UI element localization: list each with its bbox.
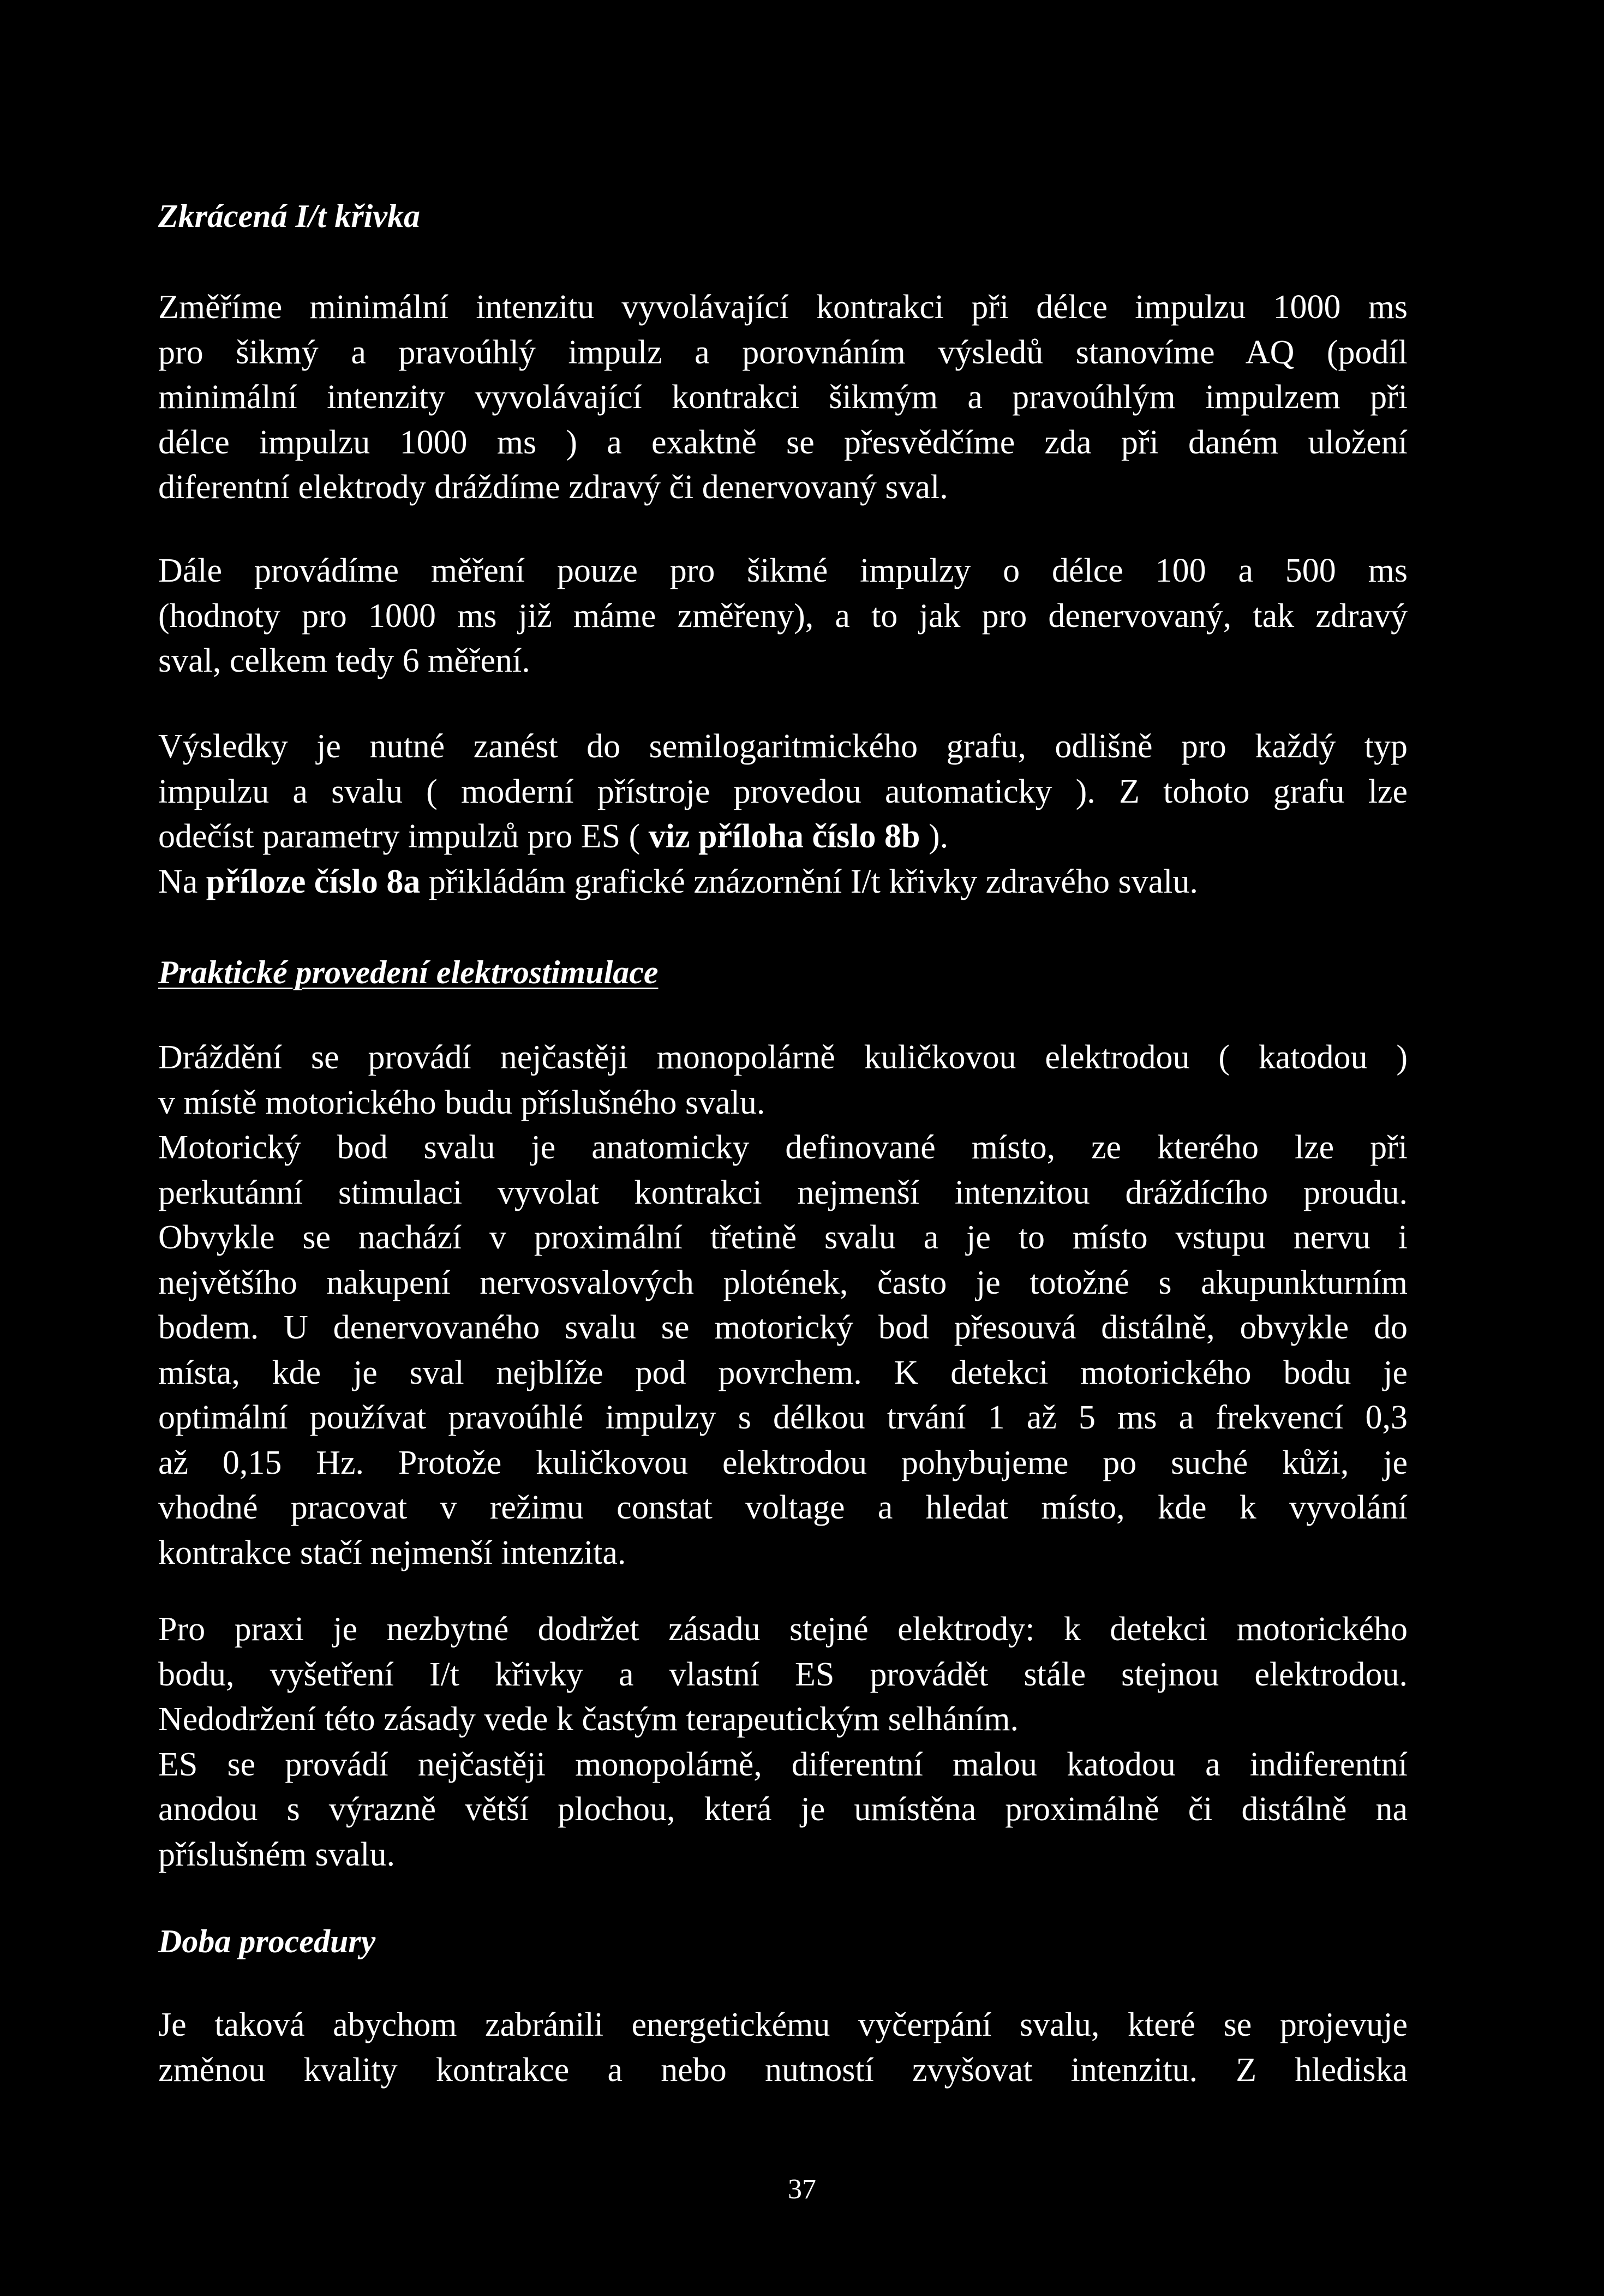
text-run: odečíst parametry impulzů pro ES ( — [158, 818, 649, 855]
page-number: 37 — [788, 2174, 816, 2205]
text-line: bodu, vyšetření I/t křivky a vlastní ES provádět stále stejnou elektrodou. — [158, 1655, 1408, 1693]
text-line: Nedodržení této zásady vede k častým terapeutickým selháním. — [158, 1701, 1019, 1738]
text-line: kontrakce stačí nejmenší intenzita. — [158, 1534, 626, 1571]
text-line: diferentní elektrody dráždíme zdravý či denervovaný sval. — [158, 469, 948, 506]
annex-8a-reference: příloze číslo 8a — [206, 863, 421, 900]
paragraph-s1-p2 — [158, 548, 1408, 684]
text-line: Změříme minimální intenzitu vyvolávající kontrakci při délce impulzu 1000 ms — [158, 289, 1408, 326]
text-line: příslušném svalu. — [158, 1835, 395, 1873]
text-line: anodou s výrazně větší plochou, která je umístěna proximálně či distálně na — [158, 1791, 1408, 1828]
paragraph-s1-p1 — [158, 285, 1408, 510]
text-line: optimální používat pravoúhlé impulzy s délkou trvání 1 až 5 ms a frekvencí 0,3 — [158, 1399, 1408, 1436]
paragraph-s3-p1 — [158, 2002, 1408, 2092]
text-line: minimální intenzity vyvolávající kontrakci šikmým a pravoúhlým impulzem při — [158, 379, 1408, 416]
text-line: bodem. U denervovaného svalu se motorický bod přesouvá distálně, obvykle do — [158, 1309, 1408, 1346]
text-run: Na — [158, 863, 206, 900]
text-line: v místě motorického budu příslušného svalu. — [158, 1084, 765, 1121]
text-line: pro šikmý a pravoúhlý impulz a porovnáním výsledů stanovíme AQ (podíl — [158, 333, 1408, 371]
section-heading-prakticke-provedeni: Praktické provedení elektrostimulace — [158, 954, 659, 990]
text-line: Pro praxi je nezbytné dodržet zásadu stejné elektrody: k detekci motorického — [158, 1611, 1408, 1648]
text-line: vhodné pracovat v režimu constat voltage a hledat místo, kde k vyvolání — [158, 1489, 1408, 1526]
text-line: sval, celkem tedy 6 měření. — [158, 642, 530, 679]
text-line: Dráždění se provádí nejčastěji monopolárně kuličkovou elektrodou ( katodou ) — [158, 1039, 1408, 1076]
text-line: Obvykle se nachází v proximální třetině svalu a je to místo vstupu nervu i — [158, 1219, 1408, 1256]
paragraph-s2-p1 — [158, 1035, 1408, 1575]
text-line: ES se provádí nejčastěji monopolárně, diferentní malou katodou a indiferentní — [158, 1745, 1408, 1783]
text-line: Motorický bod svalu je anatomicky definované místo, ze kterého lze při — [158, 1129, 1408, 1166]
text-line: místa, kde je sval nejblíže pod povrchem. K detekci motorického bodu je — [158, 1354, 1408, 1391]
text-run: ). — [920, 818, 949, 855]
text-line-annex-reference — [158, 859, 1408, 905]
text-line: změnou kvality kontrakce a nebo nutností zvyšovat intenzitu. Z hlediska — [158, 2051, 1408, 2089]
text-line: Výsledky je nutné zanést do semilogaritmického grafu, odlišně pro každý typ — [158, 728, 1408, 765]
text-line: impulzu a svalu ( moderní přístroje provedou automaticky ). Z tohoto grafu lze — [158, 773, 1408, 810]
text-line: Je taková abychom zabránili energetickému vyčerpání svalu, které se projevuje — [158, 2006, 1408, 2043]
paragraph-s1-p3 — [158, 724, 1408, 904]
section-heading-zkracena-it-krivka: Zkrácená I/t křivka — [158, 198, 420, 234]
text-line: Dále provádíme měření pouze pro šikmé impulzy o délce 100 a 500 ms — [158, 552, 1408, 589]
text-run: přikládám grafické znázornění I/t křivky zdravého svalu. — [420, 863, 1198, 900]
text-line: délce impulzu 1000 ms ) a exaktně se přesvědčíme zda při daném uložení — [158, 423, 1408, 461]
text-line: až 0,15 Hz. Protože kuličkovou elektrodou pohybujeme po suché kůži, je — [158, 1444, 1408, 1481]
annex-8b-reference: viz příloha číslo 8b — [648, 818, 920, 855]
text-line: největšího nakupení nervosvalových plotének, často je totožné s akupunkturním — [158, 1264, 1408, 1301]
section-heading-doba-procedury: Doba procedury — [158, 1923, 376, 1959]
text-line: (hodnoty pro 1000 ms již máme změřeny), a to jak pro denervovaný, tak zdravý — [158, 597, 1408, 635]
text-line: perkutánní stimulaci vyvolat kontrakci nejmenší intenzitou dráždícího proudu. — [158, 1174, 1408, 1211]
paragraph-s2-p2 — [158, 1607, 1408, 1877]
text-line-annex-reference — [158, 814, 1408, 859]
